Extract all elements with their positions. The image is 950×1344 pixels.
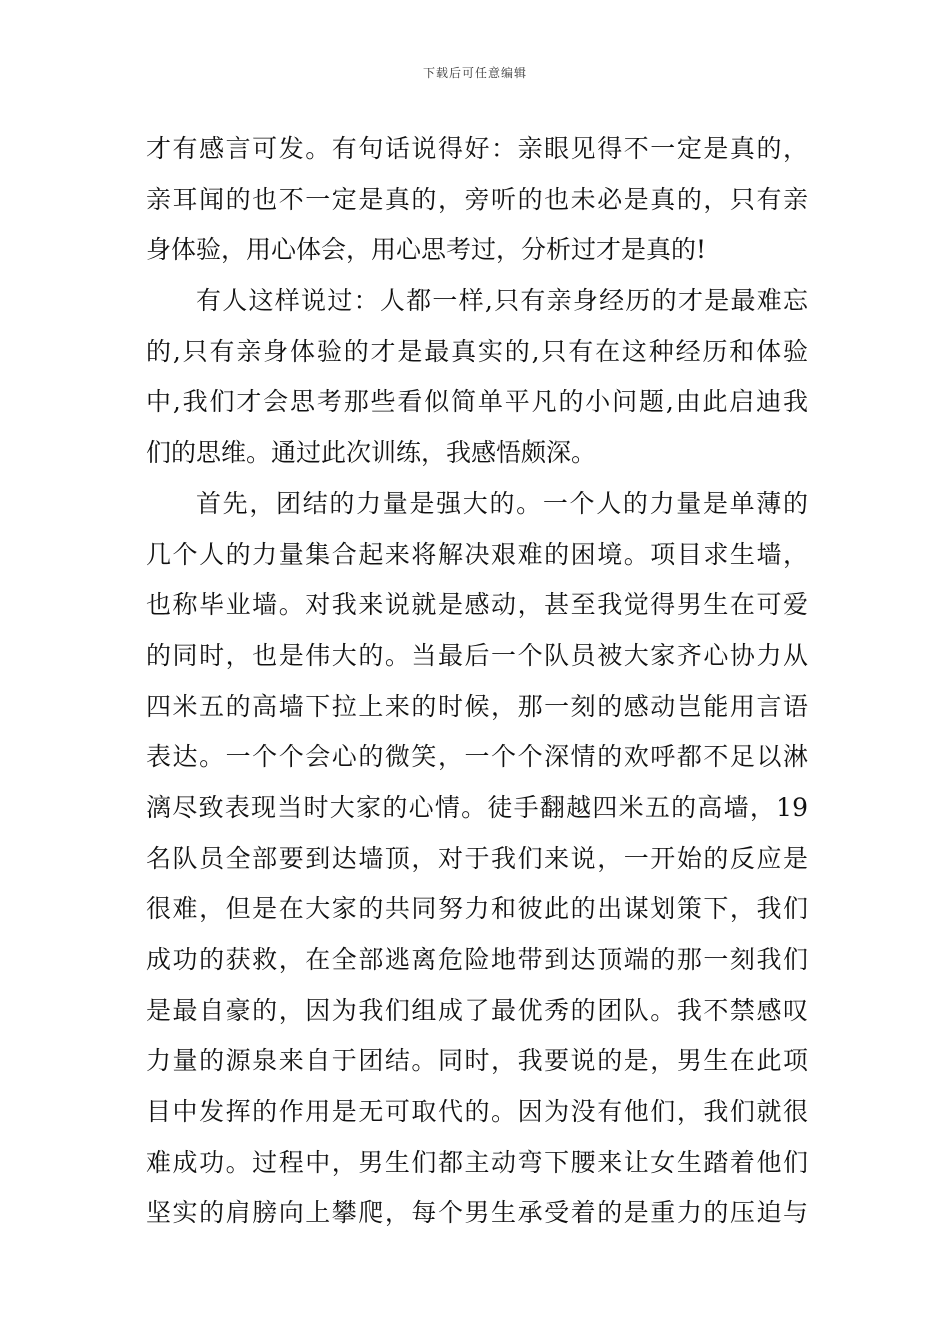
text-line: 的,只有亲身体验的才是最真实的,只有在这种经历和体验 [146,336,808,366]
text-line: 也称毕业墙。对我来说就是感动，甚至我觉得男生在可爱 [146,590,808,620]
document-body [146,124,808,1239]
text-line: 们的思维。通过此次训练，我感悟颇深。 [146,438,597,468]
text-line: 四米五的高墙下拉上来的时候，那一刻的感动岂能用言语 [146,691,808,721]
paragraph-2 [146,276,808,479]
text-line: 很难，但是在大家的共同努力和彼此的出谋划策下，我们 [146,894,808,924]
paragraph-3 [146,479,808,1239]
text-line: 中,我们才会思考那些看似简单平凡的小问题,由此启迪我 [146,387,808,417]
paragraph-1 [146,124,808,276]
text-line: 目中发挥的作用是无可取代的。因为没有他们，我们就很 [146,1097,808,1127]
text-line: 首先，团结的力量是强大的。一个人的力量是单薄的 [196,488,808,518]
text-line: 难成功。过程中，男生们都主动弯下腰来让女生踏着他们 [146,1147,808,1177]
text-line: 是最自豪的，因为我们组成了最优秀的团队。我不禁感叹 [146,995,808,1025]
text-line: 有人这样说过：人都一样,只有亲身经历的才是最难忘 [196,286,808,316]
text-line: 身体验，用心体会，用心思考过，分析过才是真的! [146,235,707,265]
text-line: 漓尽致表现当时大家的心情。徒手翻越四米五的高墙，19 [146,792,808,822]
text-line: 亲耳闻的也不一定是真的，旁听的也未必是真的，只有亲 [146,184,808,214]
text-line: 的同时，也是伟大的。当最后一个队员被大家齐心协力从 [146,640,808,670]
text-line: 几个人的力量集合起来将解决艰难的困境。项目求生墙， [146,539,808,569]
text-line: 名队员全部要到达墙顶，对于我们来说，一开始的反应是 [146,843,808,873]
text-line: 坚实的肩膀向上攀爬，每个男生承受着的是重力的压迫与 [146,1198,808,1228]
text-line: 成功的获救，在全部逃离危险地带到达顶端的那一刻我们 [146,945,808,974]
text-line: 力量的源泉来自于团结。同时，我要说的是，男生在此项 [146,1046,808,1076]
text-line: 才有感言可发。有句话说得好：亲眼见得不一定是真的， [146,134,808,163]
page-header: 下载后可任意编辑 [422,66,527,80]
text-line: 表达。一个个会心的微笑，一个个深情的欢呼都不足以淋 [146,742,808,772]
